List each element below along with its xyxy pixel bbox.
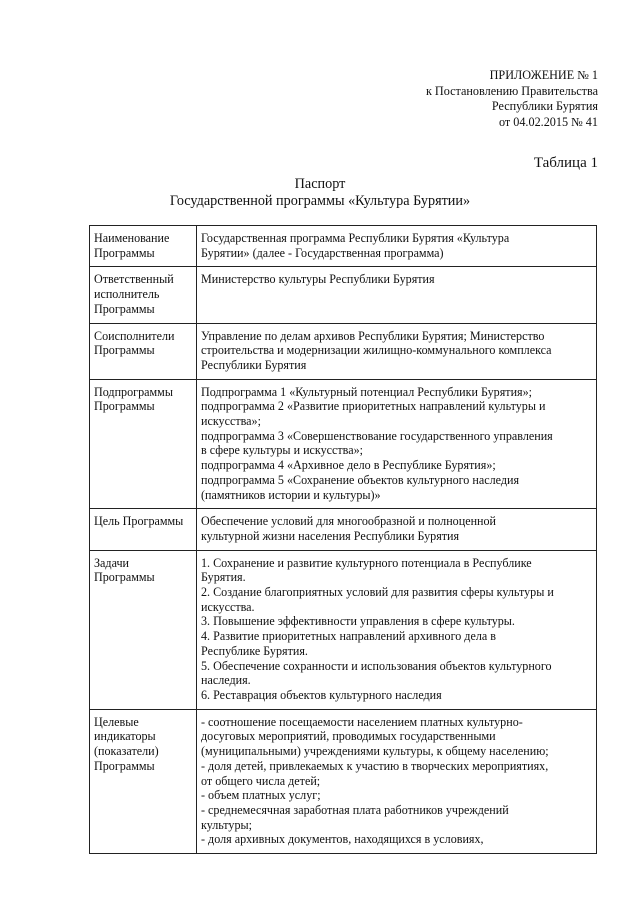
content-line: подпрограмма 3 «Совершенствование государственного управления xyxy=(201,428,553,443)
content-line: подпрограмма 2 «Развитие приоритетных направлений культуры и xyxy=(201,399,546,414)
content-line: - доля детей, привлекаемых к участию в творческих мероприятиях, xyxy=(201,758,549,773)
row-content xyxy=(197,267,597,323)
row-label: Ответственный исполнитель Программы xyxy=(90,267,197,323)
row-content xyxy=(197,550,597,709)
row-executor xyxy=(90,267,597,323)
content-line: строительства и модернизации жилищно-коммунального комплекса xyxy=(201,343,552,358)
content-line: Министерство культуры Республики Бурятия xyxy=(201,272,435,287)
row-content xyxy=(197,509,597,550)
row-name xyxy=(90,226,597,267)
row-label: Соисполнители Программы xyxy=(90,323,197,379)
content-line: искусства. xyxy=(201,599,255,614)
page-title xyxy=(0,176,640,210)
content-line: искусства»; xyxy=(201,414,261,429)
approval-line-2: к Постановлению Правительства xyxy=(425,83,598,98)
passport-table xyxy=(89,225,597,854)
row-content xyxy=(197,709,597,853)
content-line: 1. Сохранение и развитие культурного потенциала в Республике xyxy=(201,555,532,570)
title-line-1: Паспорт xyxy=(294,176,346,192)
approval-line-3: Республики Бурятия xyxy=(491,99,598,113)
row-label: Цель Программы xyxy=(90,509,197,550)
row-tasks xyxy=(90,550,597,709)
row-indicators xyxy=(90,709,597,853)
row-goal xyxy=(90,509,597,550)
content-line: 4. Развитие приоритетных направлений архивного дела в xyxy=(201,629,496,644)
row-label: Подпрограммы Программы xyxy=(90,379,197,509)
content-line: культуры; xyxy=(201,817,253,832)
content-line: - объем платных услуг; xyxy=(201,788,321,803)
content-line: Бурятии» (далее - Государственная программа) xyxy=(201,245,444,260)
content-line: Подпрограмма 1 «Культурный потенциал Республики Бурятия»; xyxy=(201,384,533,399)
row-subprograms xyxy=(90,379,597,509)
title-line-2: Государственной программы «Культура Бурятии» xyxy=(169,193,471,209)
content-line: - соотношение посещаемости населением платных культурно- xyxy=(201,714,523,729)
content-line: Управление по делам архивов Республики Бурятия; Министерство xyxy=(201,328,545,343)
row-label: Целевые индикаторы (показатели) Программы xyxy=(90,709,197,853)
row-content xyxy=(197,323,597,379)
content-line: Государственная программа Республики Бурятия «Культура xyxy=(201,231,510,245)
content-line: подпрограмма 5 «Сохранение объектов культурного наследия xyxy=(201,472,520,487)
content-line: Республике Бурятия. xyxy=(201,643,308,658)
approval-line-1: ПРИЛОЖЕНИЕ № 1 xyxy=(489,68,598,82)
content-line: от общего числа детей; xyxy=(201,773,321,788)
content-line: - среднемесячная заработная плата работников учреждений xyxy=(201,802,509,817)
content-line: (муниципальными) учреждениями культуры, к общему населению; xyxy=(201,744,549,759)
table-number: Таблица 1 xyxy=(533,155,598,171)
content-line: - доля архивных документов, находящихся в условиях, xyxy=(201,832,484,847)
content-line: Обеспечение условий для многообразной и полноценной xyxy=(201,514,497,529)
content-line: культурной жизни населения Республики Бурятия xyxy=(201,528,460,543)
content-line: Бурятия. xyxy=(201,570,246,585)
approval-line-4: от 04.02.2015 № 41 xyxy=(498,114,598,129)
content-line: Республики Бурятия xyxy=(201,357,307,372)
approval-header xyxy=(426,68,598,130)
content-line: наследия. xyxy=(201,673,251,688)
content-line: 6. Реставрация объектов культурного наследия xyxy=(201,687,442,702)
row-label: Наименование Программы xyxy=(90,226,197,267)
content-line: 2. Создание благоприятных условий для развития сферы культуры и xyxy=(201,585,554,600)
content-line: досуговых мероприятий, проводимых государственными xyxy=(201,729,496,744)
content-line: подпрограмма 4 «Архивное дело в Республике Бурятия»; xyxy=(201,458,496,473)
row-coexecutors xyxy=(90,323,597,379)
row-content xyxy=(197,379,597,509)
row-content xyxy=(197,226,597,267)
content-line: (памятников истории и культуры)» xyxy=(201,487,381,502)
row-label: Задачи Программы xyxy=(90,550,197,709)
content-line: 5. Обеспечение сохранности и использования объектов культурного xyxy=(201,658,552,673)
content-line: 3. Повышение эффективности управления в сфере культуры. xyxy=(201,614,515,629)
content-line: в сфере культуры и искусства»; xyxy=(201,443,364,458)
